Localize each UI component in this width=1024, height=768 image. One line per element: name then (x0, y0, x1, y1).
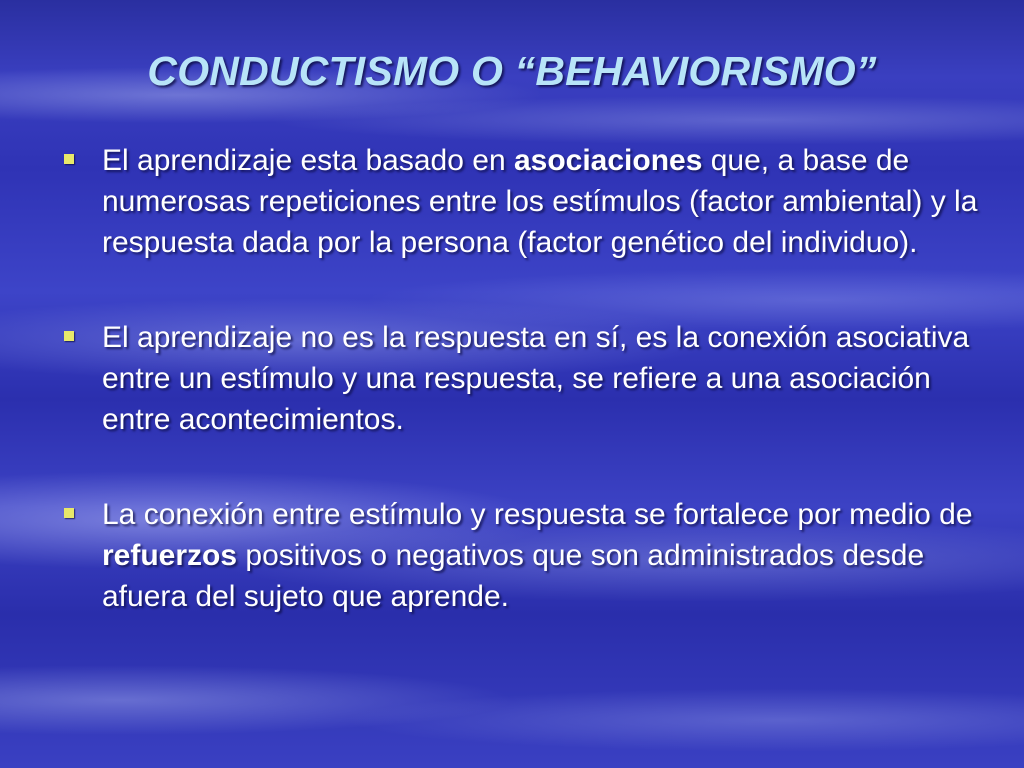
bullet-text-bold: asociaciones (513, 144, 703, 177)
bullet-text-bold: refuerzos (102, 539, 238, 572)
bullet-text-after: que, a base de numerosas repeticiones entre los estímulos (factor ambiental) y la respuesta dada por la persona (factor genético del individuo). (102, 144, 978, 259)
bullet-text-before: El aprendizaje esta basado en (102, 144, 514, 177)
bullet-item-3 (60, 494, 980, 617)
bullet-text-before: El aprendizaje no es la respuesta en sí, es la conexión asociativa entre un estímulo y una respuesta, se refiere a una asociación entre acontecimientos. (102, 321, 970, 436)
bullet-list (60, 140, 980, 617)
bullet-item-2 (60, 317, 980, 440)
square-bullet-icon (64, 154, 74, 164)
bullet-text-after: positivos o negativos que son administrados desde afuera del sujeto que aprende. (102, 539, 925, 613)
bullet-text-before: La conexión entre estímulo y respuesta se fortalece por medio de (102, 498, 973, 531)
square-bullet-icon (64, 331, 74, 341)
slide-title: CONDUCTISMO O “BEHAVIORISMO” (147, 48, 877, 94)
bullet-item-1 (60, 140, 980, 263)
square-bullet-icon (64, 508, 74, 518)
